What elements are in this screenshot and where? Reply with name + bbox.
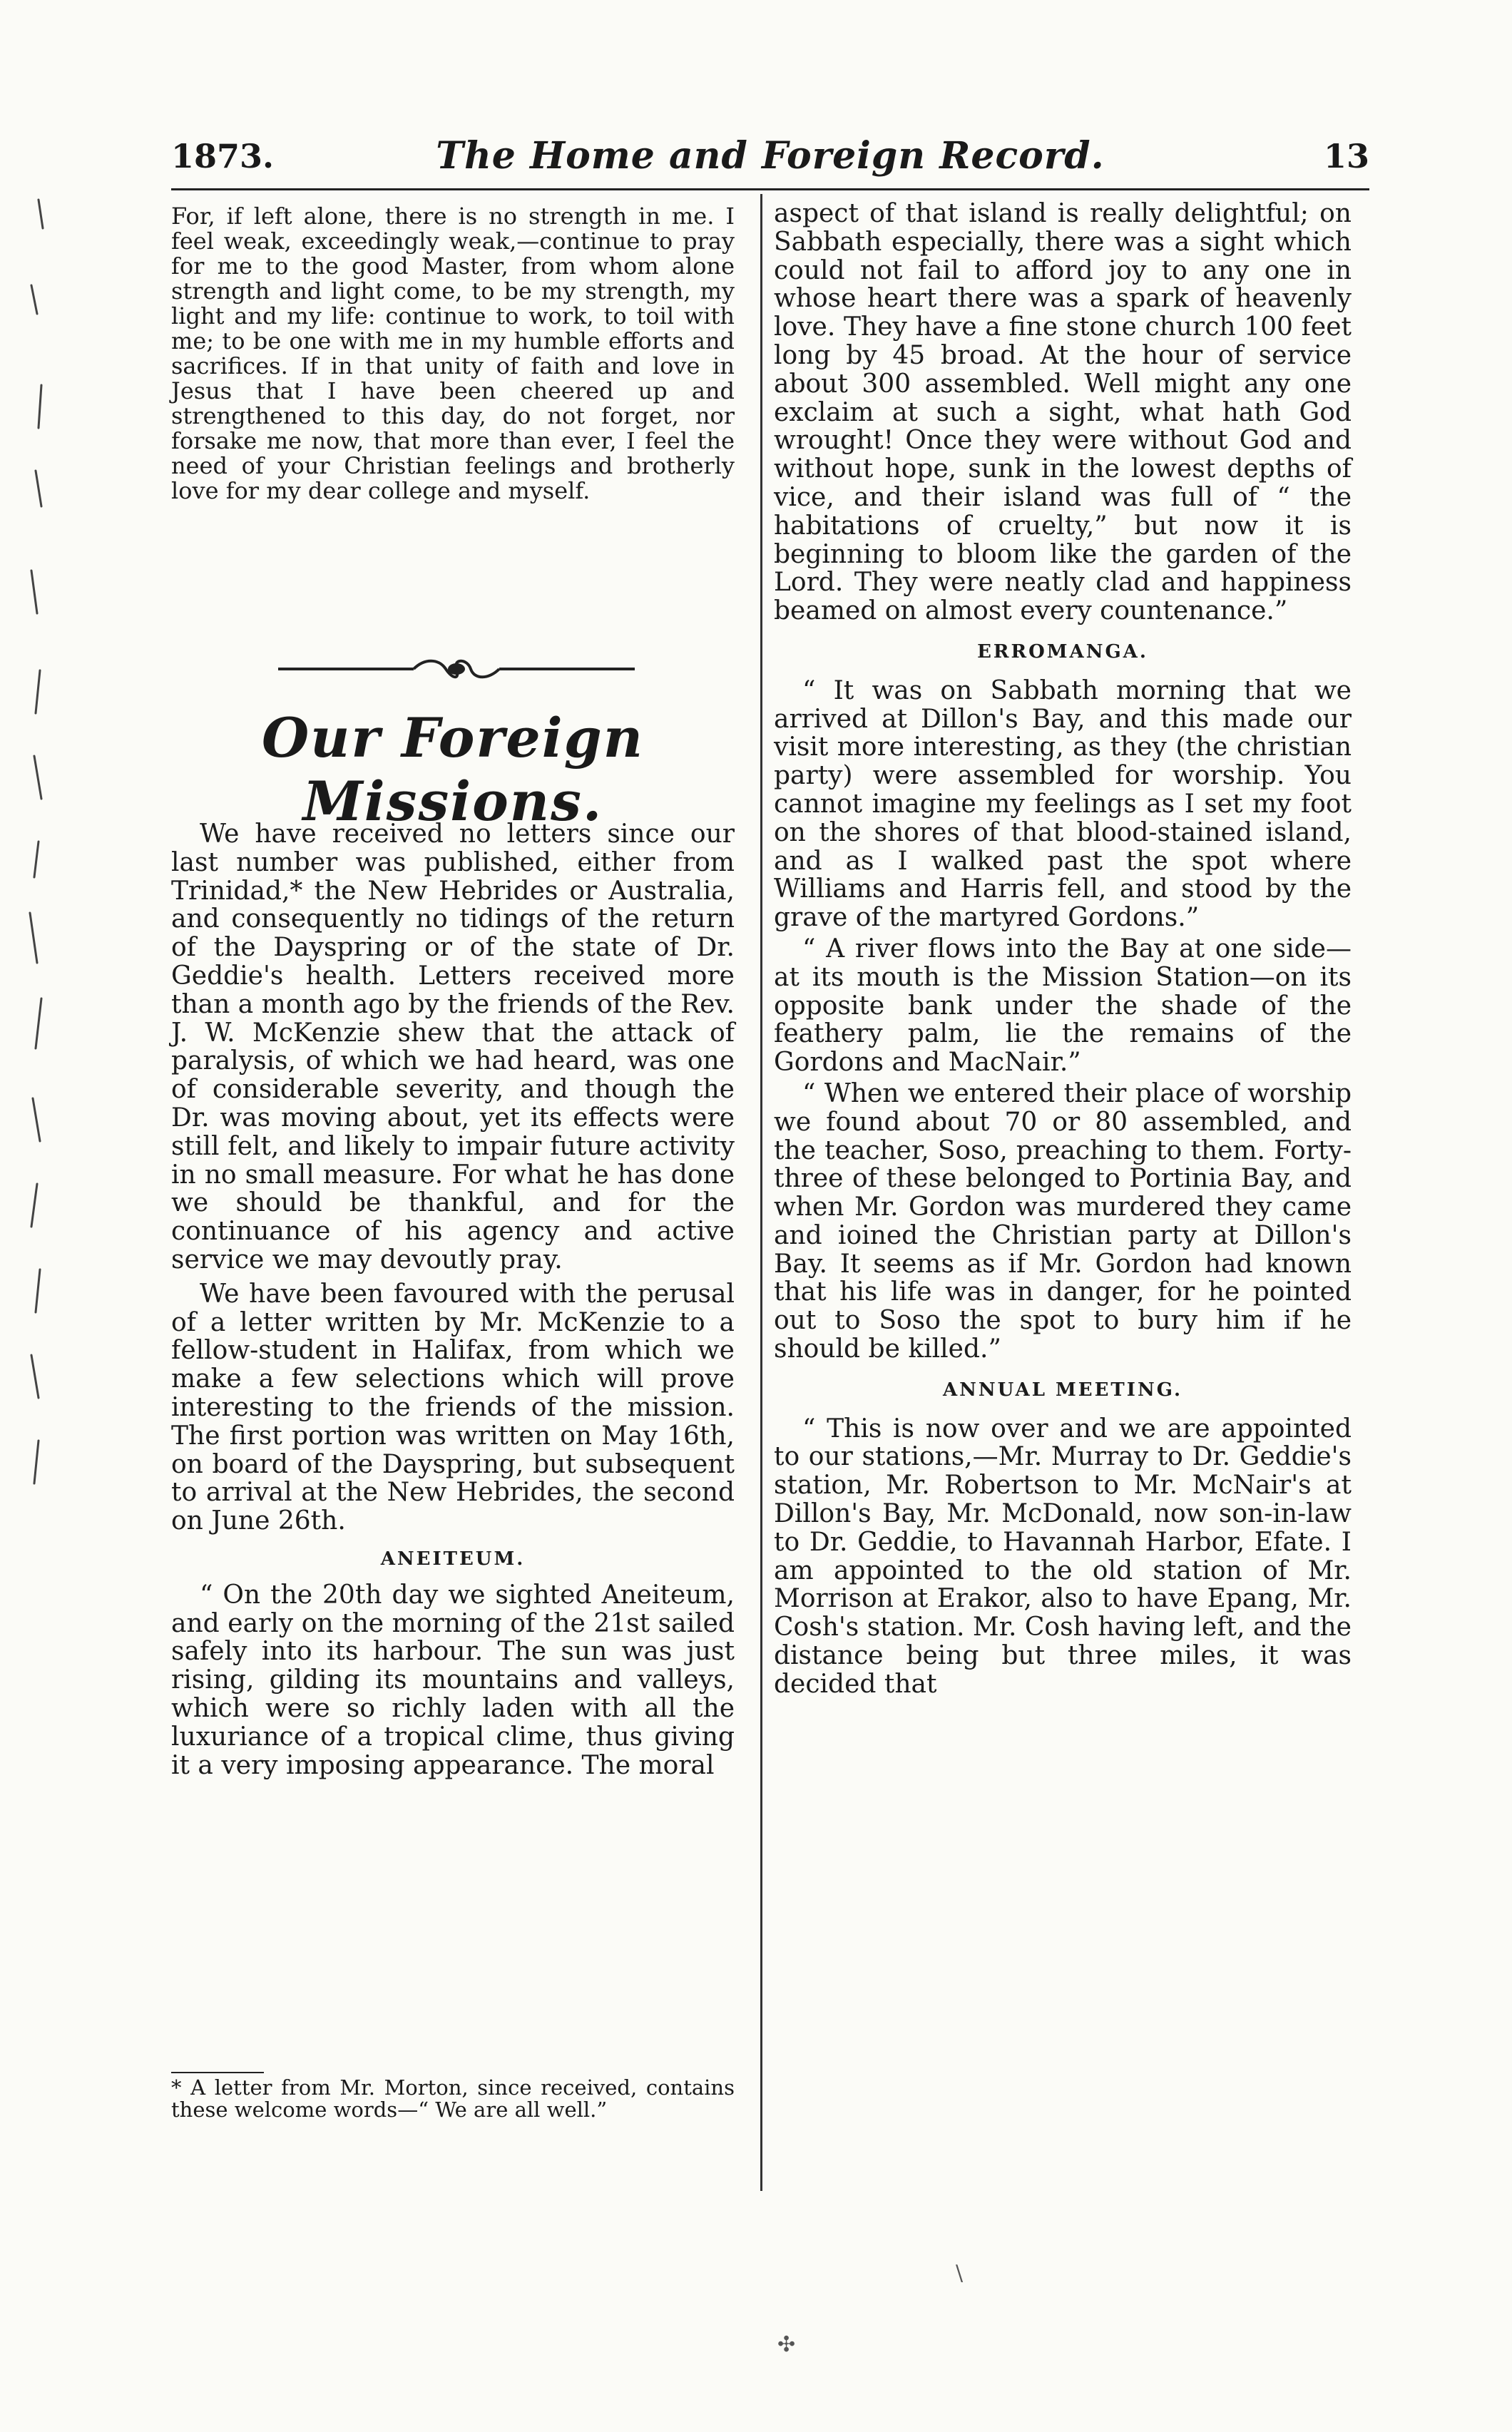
ornament-rule [271,655,642,683]
paragraph: “ When we entered their place of worship we found about 70 or 80 assembled, and the teacher, Soso, preaching to them. Forty-three of these belonged to Portinia Bay, and when Mr. Gordon was murdered they came and ioined the Christian party at Dillon's Bay. It seems as if Mr. Gordon had known that his life was in danger, for he pointed out to Soso the spot to bury him if he should be killed.” [774,1078,1352,1364]
right-body [774,200,1352,1699]
header-year: 1873. [171,137,275,175]
binding-edge-noise [10,171,53,1526]
subheading-aneiteum: ANEITEUM. [380,1548,526,1570]
print-mark-icon: \ [956,2261,964,2286]
paragraph: We have been favoured with the perusal of a letter written by Mr. McKenzie to a fellow-student in Halifax, from which we make a few selections which will prove interesting to the friends of the mission. The first portion was written on May 16th, on board of the Dayspring, but subsequent to arrival at the New Hebrides, the second on June 26th. [171,1279,735,1536]
paragraph: “ A river flows into the Bay at one side—at its mouth is the Mission Station—on its opposite bank under the shade of the feathery palm, lie the remains of the Gordons and MacNair.” [774,934,1352,1078]
intro-text: For, if left alone, there is no strength in me. I feel weak, exceedingly weak,—continue to pray for me to the good Master, from whom alone strength and light come, to be my strength, my light and my life: continue to work, to toil with me; to be one with me in my humble efforts and sacrifices. If in that unity of faith and love in Jesus that I have been cheered up and strengthened to this day, do not forget, nor forsake me now, that more than ever, I feel the need of your Christian feelings and brotherly love for my dear college and myself. [171,203,735,504]
left-body [171,820,735,1779]
column-divider [760,194,762,2191]
page-number: 13 [1323,137,1369,175]
intro-paragraph [171,204,735,504]
subheading-erromanga: ERROMANGA. [977,640,1148,663]
section-title: Our Foreign Missions. [261,706,645,833]
subheading-annual-meeting: ANNUAL MEETING. [942,1379,1183,1401]
print-mark-icon: ✣ [777,2332,796,2357]
paragraph: “ This is now over and we are appointed to our stations,—Mr. Murray to Dr. Geddie's station, Mr. Robertson to Mr. McNair's at Dillon's Bay, Mr. McDonald, now son-in-law to Dr. Geddie, to Havannah Harbor, Efate. I am appointed to the old station of Mr. Morrison at Erakor, also to have Epang, Mr. Cosh's station. Mr. Cosh having left, and the distance being but three miles, it was decided that [774,1414,1352,1699]
paragraph: “ It was on Sabbath morning that we arrived at Dillon's Bay, and this made our visit more interesting, as they (the christian party) were assembled for worship. You cannot imagine my feelings as I set my foot on the shores of that blood-stained island, and as I walked past the spot where Williams and Harris fell, and stood by the grave of the martyred Gordons.” [774,675,1352,933]
header-title: The Home and Foreign Record. [436,134,1105,178]
header-rule [171,188,1369,190]
paragraph: We have received no letters since our last number was published, either from Trinidad,* the New Hebrides or Australia, and consequently no tidings of the return of the Dayspring or of the state of Dr. Geddie's health. Letters received more than a month ago by the friends of the Rev. J. W. McKenzie shew that the attack of paralysis, of which we had heard, was one of considerable severity, and though the Dr. was moving about, yet its effects were still felt, and likely to impair future activity in no small measure. For what he has done we should be thankful, and for the continuance of his agency and active service we may devoutly pray. [171,819,735,1274]
running-header [171,130,1369,187]
paragraph: “ On the 20th day we sighted Aneiteum, and early on the morning of the 21st sailed safely into its harbour. The sun was just rising, gilding its mountains and valleys, which were so richly laden with all the luxuriance of a tropical clime, thus giving it a very imposing appearance. The moral [171,1580,735,1780]
footnote: * A letter from Mr. Morton, since received, contains these welcome words—“ We are all well.” [171,2075,735,2122]
paragraph: aspect of that island is really delightful; on Sabbath especially, there was a sight which could not fail to afford joy to any one in whose heart there was a spark of heavenly love. They have a fine stone church 100 feet long by 45 broad. At the hour of service about 300 assembled. Well might any one exclaim at such a sight, what hath God wrought! Once they were without God and without hope, sunk in the lowest depths of vice, and their island was full of “ the habitations of cruelty,” but now it is beginning to bloom like the garden of the Lord. They were neatly clad and happiness beamed on almost every countenance.” [774,199,1352,626]
footnote-rule [171,2072,264,2073]
